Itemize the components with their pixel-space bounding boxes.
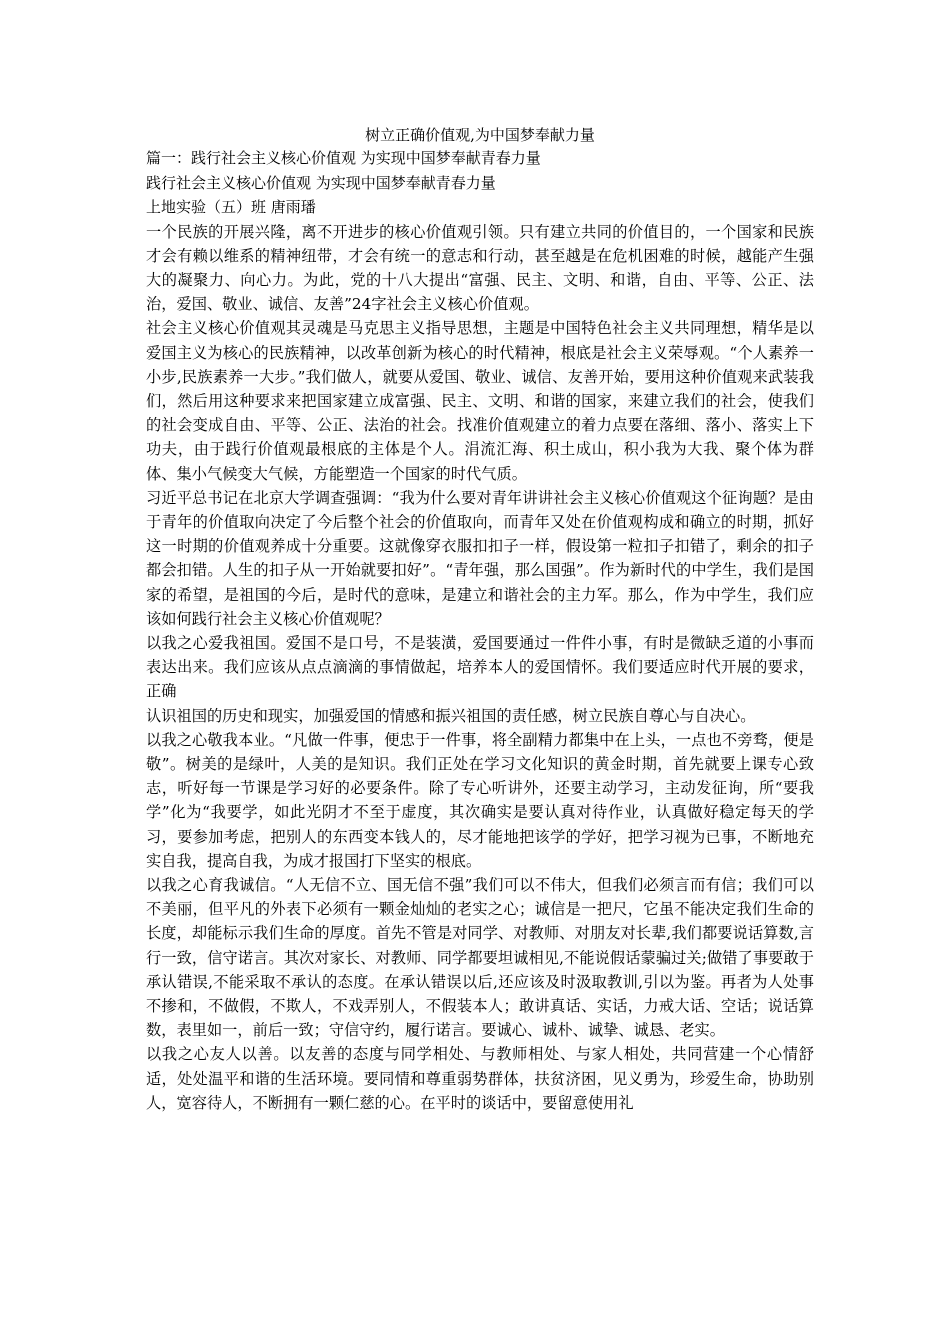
paragraph-patriotism-cont: 认识祖国的历史和现实，加强爱国的情感和振兴祖国的责任感，树立民族自尊心与自决心。	[146, 706, 756, 725]
paragraph-patriotism: 以我之心爱我祖国。爱国不是口号，不是装潢，爱国要通过一件件小事，有时是微缺乏道的小事而表达出来。我们应该从点点滴滴的事情做起，培养本人的爱国情怀。我们要适应时代开展的要求，正确	[146, 633, 814, 701]
subtitle-line-1: 篇一：践行社会主义核心价值观 为实现中国梦奉献青春力量	[146, 149, 541, 167]
author-line: 上地实验（五）班 唐雨璠	[146, 198, 316, 216]
paragraph-friendliness: 以我之心友人以善。以友善的态度与同学相处、与教师相处、与家人相处，共同营建一个心情舒适，处处温平和谐的生活环境。要同情和尊重弱势群体，扶贫济困，见义勇为，珍爱生命，协助别人，宽容待人，不断拥有一颗仁慈的心。在平时的谈话中，要留意使用礼	[146, 1045, 814, 1112]
paragraph-intro: 一个民族的开展兴隆，离不开进步的核心价值观引领。只有建立共同的价值目的，一个国家和民族才会有赖以维系的精神纽带，才会有统一的意志和行动，甚至越是在危机困难的时候，越能产生强大的凝聚力、向心力。为此，党的十八大提出“富强、民主、文明、和谐，自由、平等、公正、法治，爱国、敬业、诚信、友善”24字社会主义核心价值观。	[146, 222, 814, 314]
subtitle-line-2: 践行社会主义核心价值观 为实现中国梦奉献青春力量	[146, 173, 496, 192]
document-page	[146, 124, 814, 1115]
paragraph-core-values: 社会主义核心价值观其灵魂是马克思主义指导思想，主题是中国特色社会主义共同理想，精华是以爱国主义为核心的民族精神，以改革创新为核心的时代精神，根底是社会主义荣辱观。“个人素养一小步,民族素养一大步。”我们做人，就要从爱国、敬业、诚信、友善开始，要用这种价值观来武装我们，然后用这种要求来把国家建立成富强、民主、文明、和谐的国家，来建立我们的社会，使我们的社会变成自由、平等、公正、法治的社会。找准价值观建立的着力点要在落细、落小、落实上下功夫，由于践行价值观最根底的主体是个人。涓流汇海、积土成山，积小我为大我、聚个体为群体、集小气候变大气候，方能塑造一个国家的时代气质。	[146, 319, 814, 483]
paragraph-dedication: 以我之心敬我本业。“凡做一件事，便忠于一件事，将全副精力都集中在上头，一点也不旁骛，便是敬”。树美的是绿叶，人美的是知识。我们正处在学习文化知识的黄金时期，首先就要上课专心致志，听好每一节课是学习好的必要条件。除了专心听讲外，还要主动学习，主动发征询，所“要我学”化为“我要学，如此光阴才不至于虚度，其次确实是要认真对待作业，认真做好稳定每天的学习，要参加考虑，把别人的东西变本钱人的，尽才能地把该学的学好，把学习视为已事，不断地充实自我，提高自我，为成才报国打下坚实的根底。	[146, 730, 814, 870]
paragraph-integrity: 以我之心育我诚信。“人无信不立、国无信不强”我们可以不伟大，但我们必须言而有信；我们可以不美丽，但平凡的外表下必须有一颗金灿灿的老实之心；诚信是一把尺，它虽不能决定我们生命的长度，却能标示我们生命的厚度。首先不管是对同学、对教师、对朋友对长辈,我们都要说话算数,言行一致，信守诺言。其次对家长、对教师、同学都要坦诚相见,不能说假话蒙骗过关;做错了事要敢于承认错误,不能采取不承认的态度。在承认错误以后,还应该及时汲取教训,引以为鉴。再者为人处事不掺和，不做假，不欺人，不戏弄别人，不假装本人；敢讲真话、实话，力戒大话、空话；说话算数，表里如一，前后一致；守信守约，履行诺言。要诚心、诚朴、诚挚、诚恳、老实。	[146, 875, 814, 1040]
document-title: 树立正确价值观,为中国梦奉献力量	[365, 126, 595, 144]
paragraph-xi-quote: 习近平总书记在北京大学调查强调：“我为什么要对青年讲讲社会主义核心价值观这个征询题？是由于青年的价值取向决定了今后整个社会的价值取向，而青年又处在价值观构成和确立的时期，抓好这一时期的价值观养成十分重要。这就像穿衣服扣扣子一样，假设第一粒扣子扣错了，剩余的扣子都会扣错。人生的扣子从一开始就要扣好”。“青年强，那么国强”。作为新时代的中学生，我们是国家的希望，是祖国的今后，是时代的意味，是建立和谐社会的主力军。那么，作为中学生，我们应该如何践行社会主义核心价值观呢？	[146, 488, 814, 628]
